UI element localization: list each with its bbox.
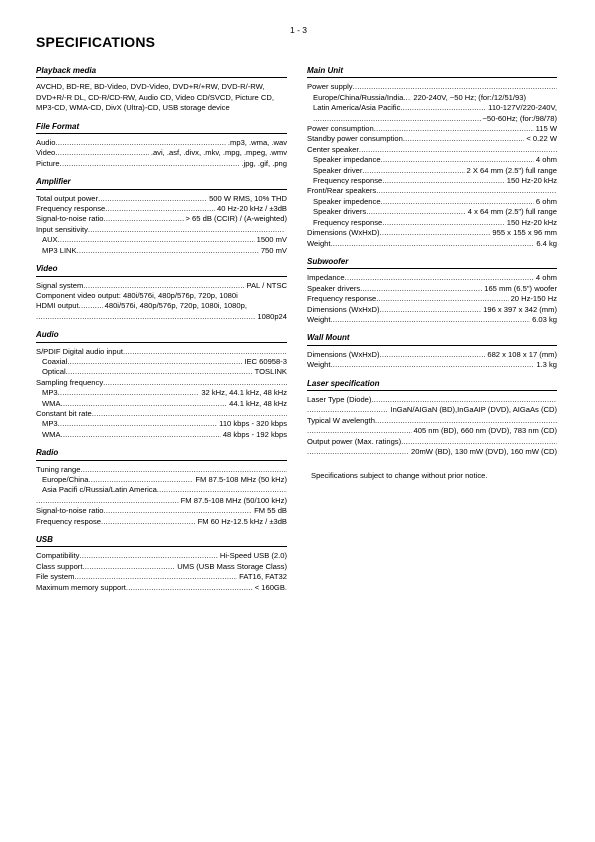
spec-row [307, 124, 557, 134]
spec-label: Latin America/Asia Pacific [313, 103, 401, 113]
spec-row [36, 214, 287, 224]
spec-label: Impedance [307, 273, 345, 283]
disclaimer-note: Specifications subject to change without prior notice. [311, 471, 488, 481]
spec-row [36, 430, 287, 440]
wall-mount-section [307, 333, 557, 370]
laser-section [307, 379, 557, 458]
spec-value: 150 Hz-20 kHz [506, 176, 557, 186]
section-heading: USB [36, 535, 287, 547]
spec-label: Frequency response [307, 294, 377, 304]
spec-row [36, 159, 287, 169]
page-title: SPECIFICATIONS [36, 34, 156, 50]
spec-label: Asia Pacifi c/Russia/Latin America [42, 485, 157, 495]
spec-label: Frequency response [313, 176, 383, 186]
spec-value: 1.3 kg [536, 360, 557, 370]
spec-value: 1080p24 [257, 311, 287, 321]
spec-label: File system [36, 572, 75, 582]
spec-row [36, 281, 287, 291]
spec-row [307, 218, 557, 228]
component-video-output: Component video output: 480i/576i, 480p/576p, 720p, 1080i [36, 290, 238, 300]
spec-value: ~50-60Hz; (for:/98/78) [482, 113, 557, 123]
spec-label: Weight [307, 360, 331, 370]
spec-value: 220-240V, ~50 Hz; (for:/12/51/93) [413, 92, 526, 102]
section-heading: Laser specification [307, 379, 557, 391]
spec-row [307, 360, 557, 370]
spec-value: UMS (USB Mass Storage Class) [177, 561, 287, 571]
spec-row [36, 583, 287, 593]
spec-row [36, 465, 287, 475]
spec-row [36, 347, 287, 357]
spec-value: .mp3, .wma, .wav [227, 138, 287, 148]
spec-label: Signal-to-noise ratio [36, 214, 104, 224]
spec-label: Speaker drivers [307, 283, 361, 293]
spec-row [307, 315, 557, 325]
spec-row [307, 186, 557, 196]
spec-value: 6 ohm [535, 196, 557, 206]
spec-row [307, 284, 557, 294]
spec-row [36, 204, 287, 214]
spec-row [36, 485, 287, 495]
spec-row [36, 357, 287, 367]
section-heading: Audio [36, 330, 287, 342]
spec-value: FM 60 Hz-12.5 kHz / ±3dB [197, 516, 287, 526]
spec-value: IEC 60958-3 [244, 356, 287, 366]
radio-section [36, 448, 287, 527]
spec-label: Speaker impedence [313, 196, 381, 206]
spec-label: Europe/China [42, 475, 89, 484]
spec-value: 48 kbps - 192 kbps [222, 429, 287, 439]
section-heading: Subwoofer [307, 257, 557, 269]
spec-row [307, 166, 557, 176]
spec-label: Picture [36, 158, 60, 168]
spec-label: Maximum memory support [36, 582, 126, 592]
spec-row [36, 225, 287, 235]
spec-row [307, 103, 557, 113]
spec-row [307, 294, 557, 304]
spec-label: Optical [42, 367, 66, 377]
spec-value: InGaN/AIGaN (BD),InGaAIP (DVD), AIGaAs (CD) [390, 405, 557, 415]
spec-row [36, 138, 287, 148]
spec-label: Speaker drivers [313, 207, 367, 217]
spec-label: Frequency respose [36, 516, 102, 526]
playback-media-list: AVCHD, BD-RE, BD-Video, DVD-Video, DVD+R/+RW, DVD-R/-RW, DVD+R/-R DL, CD-R/CD-RW, Audio CD, Video CD/SVCD, Picture CD, MP3-CD, WMA-CD, DivX (Ultra)-CD, USB storage device [36, 82, 274, 113]
spec-label: Frequency response [313, 217, 383, 227]
spec-value: 500 W RMS, 10% THD [209, 193, 287, 203]
spec-value: 682 x 108 x 17 (mm) [487, 349, 557, 359]
spec-label: Constant bit rate [36, 408, 92, 418]
spec-label: Dimensions (WxHxD) [307, 228, 380, 238]
spec-value: 20 Hz-150 Hz [510, 294, 557, 304]
playback-media-section [36, 66, 287, 114]
spec-row [307, 176, 557, 186]
spec-label: Output power (Max. ratings) [307, 436, 402, 446]
spec-row [36, 506, 287, 516]
spec-value: 1500 mV [256, 235, 287, 245]
spec-value: 110-127V/220-240V, [488, 103, 557, 113]
spec-row [36, 572, 287, 582]
spec-row [307, 114, 557, 124]
audio-section [36, 330, 287, 440]
spec-label: AUX [42, 235, 58, 245]
spec-label: Front/Rear speakers [307, 186, 377, 196]
right-column [307, 66, 557, 482]
spec-row [307, 447, 557, 457]
spec-label: Weight [307, 314, 331, 324]
spec-value: .jpg, .gif, .png [241, 158, 287, 168]
spec-value: 20mW (BD), 130 mW (DVD), 160 mW (CD) [411, 447, 557, 456]
spec-value: < 0.22 W [526, 134, 557, 144]
spec-row [307, 197, 557, 207]
spec-label: S/PDIF Digital audio input [36, 346, 123, 356]
section-heading: Radio [36, 448, 287, 460]
file-format-section [36, 122, 287, 170]
spec-row [36, 399, 287, 409]
spec-row [307, 82, 557, 92]
spec-value: .avi, .asf, .divx, .mkv, .mpg, .mpeg, .wmv [150, 148, 287, 158]
spec-label: Power supply [307, 82, 353, 92]
spec-row [36, 475, 287, 485]
spec-value: > 65 dB (CCIR) / (A-weighted) [185, 214, 287, 224]
spec-label: Speaker impedance [313, 155, 381, 165]
spec-label: Europe/China/Russia/India [313, 92, 404, 102]
amplifier-section [36, 177, 287, 256]
spec-value: 4 x 64 mm (2.5") full range [467, 207, 557, 217]
spec-value: FM 87.5-108 MHz (50 kHz) [195, 475, 287, 484]
spec-label: WMA [42, 429, 61, 439]
spec-row [36, 388, 287, 398]
subwoofer-section [307, 257, 557, 325]
spec-row [307, 145, 557, 155]
section-heading: Playback media [36, 66, 287, 78]
spec-row [36, 496, 287, 506]
spec-label: Video [36, 148, 56, 158]
left-column [36, 66, 287, 601]
spec-row [307, 416, 557, 426]
spec-row [36, 409, 287, 419]
spec-label: MP3 [42, 388, 58, 398]
spec-value: 110 kbps - 320 kbps [219, 419, 287, 429]
main-unit-section [307, 66, 557, 249]
spec-value: PAL / NTSC [246, 280, 287, 290]
spec-value: 6.03 kg [532, 314, 557, 324]
spec-row [36, 312, 287, 322]
spec-row [36, 378, 287, 388]
spec-row [307, 228, 557, 238]
spec-value: 4 ohm [535, 155, 557, 165]
spec-value: FM 55 dB [254, 506, 287, 516]
spec-row [36, 419, 287, 429]
spec-value: 165 mm (6.5") woofer [484, 283, 557, 293]
spec-value [285, 225, 287, 235]
spec-label: Weight [307, 238, 331, 248]
spec-label: Speaker driver [313, 165, 363, 175]
video-section [36, 264, 287, 322]
spec-label: HDMI output [36, 301, 79, 311]
usb-section [36, 535, 287, 593]
spec-value: 44.1 kHz, 48 kHz [229, 398, 287, 408]
spec-value: FAT16, FAT32 [239, 572, 287, 582]
spec-row [307, 134, 557, 144]
spec-value: 32 kHz, 44.1 kHz, 48 kHz [201, 388, 287, 398]
section-heading: Wall Mount [307, 333, 557, 345]
spec-value: < 160GB. [254, 582, 287, 592]
spec-label: MP3 [42, 419, 58, 429]
spec-label: Sampling frequency [36, 377, 104, 387]
spec-row [36, 235, 287, 245]
spec-row [307, 350, 557, 360]
spec-label: Audio [36, 138, 56, 148]
spec-label: MP3 LINK [42, 245, 77, 255]
spec-row [36, 517, 287, 527]
spec-row [307, 239, 557, 249]
spec-value: FM 87.5-108 MHz (50/100 kHz) [180, 495, 287, 505]
section-heading: Amplifier [36, 177, 287, 189]
spec-value: Hi-Speed USB (2.0) [219, 551, 287, 561]
spec-label: Dimensions (WxHxD) [307, 304, 380, 314]
spec-value: 196 x 397 x 342 (mm) [483, 304, 557, 314]
spec-label: Signal system [36, 280, 84, 290]
spec-value: 750 mV [260, 245, 287, 255]
spec-row [307, 207, 557, 217]
spec-label: Dimensions (WxHxD) [307, 349, 380, 359]
spec-label: Input sensitivity [36, 224, 88, 234]
spec-row [307, 426, 557, 436]
spec-value: 6.4 kg [536, 238, 557, 248]
spec-label: Class support [36, 561, 83, 571]
spec-row [36, 301, 287, 311]
spec-value: 2 X 64 mm (2.5") full range [466, 165, 557, 175]
spec-label: WMA [42, 398, 61, 408]
spec-label: Power consumption [307, 124, 374, 134]
spec-row [307, 405, 557, 415]
spec-row [36, 367, 287, 377]
spec-label: Total output power [36, 193, 99, 203]
spec-row [307, 305, 557, 315]
spec-row [307, 273, 557, 283]
section-heading: File Format [36, 122, 287, 134]
spec-value: 150 Hz-20 kHz [506, 217, 557, 227]
spec-value: 40 Hz-20 kHz / ±3dB [216, 204, 287, 214]
spec-label: Tuning range [36, 464, 81, 474]
spec-label: Standby power consumption [307, 134, 403, 144]
spec-row [36, 562, 287, 572]
spec-row [307, 155, 557, 165]
section-heading: Main Unit [307, 66, 557, 78]
section-heading: Video [36, 264, 287, 276]
spec-value: 4 ohm [535, 273, 557, 283]
spec-value: 480i/576i, 480p/576p, 720p, 1080i, 1080p, [104, 301, 247, 311]
spec-row [36, 246, 287, 256]
spec-row [307, 93, 557, 103]
spec-value: 955 x 155 x 96 mm [492, 228, 557, 238]
spec-label: Compatibility [36, 551, 80, 561]
spec-row [36, 551, 287, 561]
spec-row [36, 194, 287, 204]
page-number: 1 - 3 [290, 25, 308, 35]
spec-label: Frequency response [36, 204, 106, 214]
spec-label: Center speaker [307, 144, 359, 154]
spec-row [307, 437, 557, 447]
spec-row [36, 148, 287, 158]
spec-label: Typical W avelength [307, 415, 375, 425]
spec-value: 115 W [535, 124, 557, 134]
spec-value: TOSLINK [254, 367, 287, 377]
spec-value: 405 nm (BD), 660 nm (DVD), 783 nm (CD) [413, 426, 557, 436]
spec-row [307, 395, 557, 405]
spec-label: Signal-to-noise ratio [36, 506, 104, 516]
spec-label: Coaxial [42, 356, 68, 366]
spec-label: Laser Type (Diode) [307, 394, 372, 404]
